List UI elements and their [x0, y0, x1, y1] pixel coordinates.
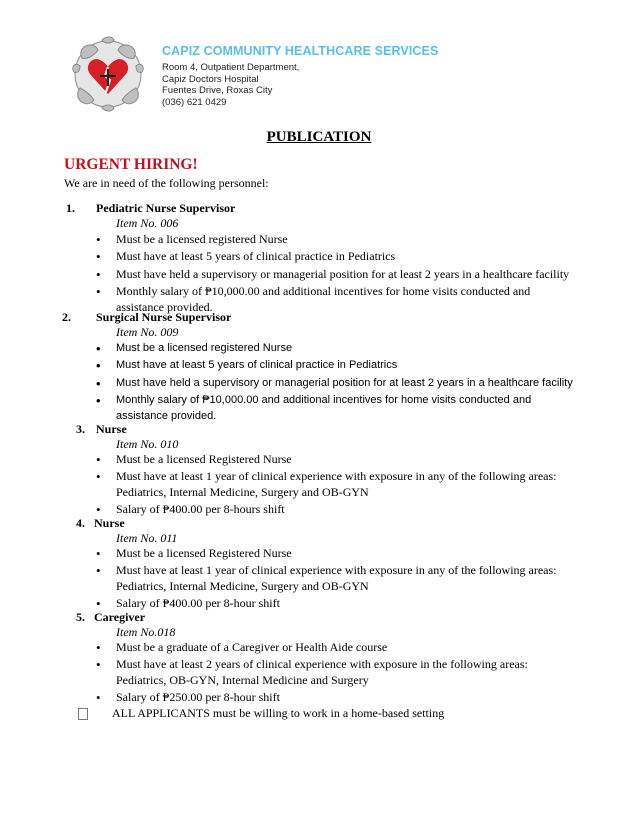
requirements-list: [96, 232, 576, 317]
list-item: • Salary of ₱400.00 per 8-hour shift: [96, 596, 576, 612]
list-item: • Must have at least 5 years of clinical practice in Pediatrics: [96, 358, 576, 374]
position-heading: 2. Surgical Nurse Supervisor: [62, 310, 232, 324]
position-heading: 4. Nurse: [76, 516, 125, 530]
intro-text: We are in need of the following personnel:: [64, 176, 269, 190]
position-heading: 5. Caregiver: [76, 610, 146, 624]
list-item: • Monthly salary of ₱10,000.00 and additional incentives for home visits conducted and assistance provided.: [96, 393, 576, 425]
position-heading: 3. Nurse: [76, 422, 127, 436]
address-line: Capiz Doctors Hospital: [162, 73, 259, 85]
address-line: Fuentes Drive, Roxas City: [162, 85, 273, 96]
list-item: • Must have held a supervisory or managerial position for at least 2 years in a healthcare facility: [96, 376, 576, 392]
item-number: Item No. 010: [116, 437, 179, 451]
list-item: • Must have held a supervisory or managerial position for at least 2 years in a healthcare facility: [96, 267, 576, 283]
item-number: Item No. 009: [116, 325, 179, 339]
phone-number: (036) 621 0429: [162, 96, 227, 108]
requirements-list: [96, 452, 576, 520]
position-heading: 1. Pediatric Nurse Supervisor: [66, 201, 236, 215]
checkbox-icon: [78, 708, 88, 720]
list-item: • Must have at least 2 years of clinical experience with exposure in the following areas: Pediatrics, OB-GYN, Internal Medicine and Surgery: [96, 657, 576, 689]
list-item: • Must have at least 1 year of clinical experience with exposure in any of the following areas: Pediatrics, Internal Medicine, Surgery and OB-GYN: [96, 563, 576, 595]
final-note: ALL APPLICANTS must be willing to work in a home-based setting: [78, 706, 444, 721]
requirements-list: [96, 341, 576, 426]
list-item: • Must be a licensed Registered Nurse: [96, 546, 576, 562]
item-number: Item No. 011: [116, 531, 178, 545]
item-number: Item No. 006: [116, 216, 179, 230]
list-item: • Must be a licensed registered Nurse: [96, 232, 576, 248]
organization-block: [162, 44, 438, 108]
list-item: • Salary of ₱250.00 per 8-hour shift: [96, 690, 576, 706]
list-item: • Monthly salary of ₱10,000.00 and additional incentives for home visits conducted and assistance provided.: [96, 284, 576, 316]
requirements-list: [96, 640, 576, 708]
list-item: • Must be a licensed Registered Nurse: [96, 452, 576, 468]
document-title: PUBLICATION: [266, 129, 372, 145]
list-item: • Salary of ₱400.00 per 8-hours shift: [96, 502, 576, 518]
list-item: • Must have at least 1 year of clinical experience with exposure in any of the following areas: Pediatrics, Internal Medicine, Surgery and OB-GYN: [96, 469, 576, 501]
list-item: • Must be a licensed registered Nurse: [96, 341, 576, 357]
list-item: • Must be a graduate of a Caregiver or Health Aide course: [96, 640, 576, 656]
requirements-list: [96, 546, 576, 614]
list-item: • Must have at least 5 years of clinical practice in Pediatrics: [96, 249, 576, 265]
organization-name: CAPIZ COMMUNITY HEALTHCARE SERVICES: [162, 44, 439, 58]
healthcare-logo: [72, 36, 144, 112]
item-number: Item No.018: [116, 625, 176, 639]
address-line: Room 4, Outpatient Department,: [162, 62, 300, 73]
urgent-heading: URGENT HIRING!: [64, 156, 198, 173]
